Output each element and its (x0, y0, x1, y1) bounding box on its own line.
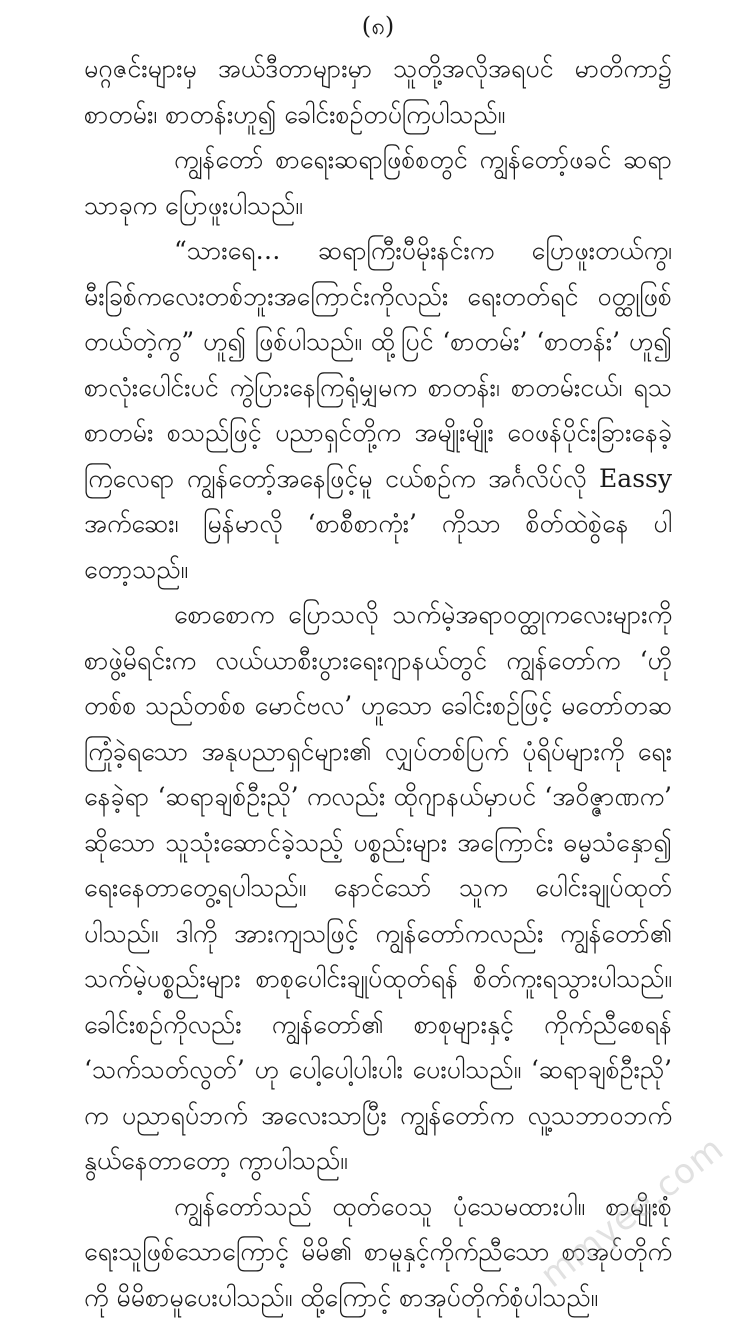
paragraph-2: ကျွန်တော် စာရေးဆရာဖြစ်စတွင် ကျွန်တော့်ဖခင် ဆရာသာခုက ပြောဖူးပါသည်။ (84, 137, 672, 228)
paragraph-3: “သားရေ… ဆရာကြီးပီမိုးနင်းက ပြောဖူးတယ်ကွ၊ မီးခြစ်ကလေးတစ်ဘူးအကြောင်းကိုလည်း ရေးတတ်ရင် ဝတ္ထုဖြစ်တယ်တဲ့ကွ” ဟူ၍ ဖြစ်ပါသည်။ ထို့ပြင် ‘စာတမ်း’ ‘စာတန်း’ ဟူ၍ စာလုံးပေါင်းပင် ကွဲပြားနေကြရုံမျှမက စာတန်း၊ စာတမ်းငယ်၊ ရသစာတမ်း စသည်ဖြင့် ပညာရှင်တို့က အမျိုးမျိုး ဝေဖန်ပိုင်းခြားနေခဲ့ကြလေရာ ကျွန်တော့်အနေဖြင့်မူ ငယ်စဉ်က အင်္ဂလိပ်လို Eassy အက်ဆေး၊ မြန်မာလို ‘စာစီစာကုံး’ ကိုသာ စိတ်ထဲစွဲနေ ပါတော့သည်။ (84, 228, 672, 592)
body-text (84, 46, 672, 1320)
watermark-text: mmyee.com (534, 1128, 732, 1295)
paragraph-4: စောစောက ပြောသလို သက်မဲ့အရာဝတ္ထုကလေးများကို စာဖွဲ့မိရင်းက လယ်ယာစီးပွားရေးဂျာနယ်တွင် ကျွန်တော်က ‘ဟိုတစ်စ သည်တစ်စ မောင်ဗလ’ ဟူသော ခေါင်းစဉ်ဖြင့် မတော်တဆကြုံခဲ့ရသော အနုပညာရှင်များ၏ လျှပ်တစ်ပြက် ပုံရိပ်များကို ရေးနေခဲ့ရာ ‘ဆရာချစ်ဦးညို’ ကလည်း ထိုဂျာနယ်မှာပင် ‘အဝိဇ္ဇာဏက’ ဆိုသော သူသုံးဆောင်ခဲ့သည့် ပစ္စည်းများ အကြောင်း ဓမ္မသံနှော၍ ရေးနေတာတွေ့ရပါသည်။ နောင်သော် သူက ပေါင်းချုပ်ထုတ်ပါသည်။ ဒါကို အားကျသဖြင့် ကျွန်တော်ကလည်း ကျွန်တော်၏ သက်မဲ့ပစ္စည်းများ စာစုပေါင်းချုပ်ထုတ်ရန် စိတ်ကူးရသွားပါသည်။ ခေါင်းစဉ်ကိုလည်း ကျွန်တော်၏ စာစုများနှင့် ကိုက်ညီစေရန် ‘သက်သတ်လွတ်’ ဟု ပေါ့ပေါ့ပါးပါး ပေးပါသည်။ ‘ဆရာချစ်ဦးညို’ က ပညာရပ်ဘက် အလေးသာပြီး ကျွန်တော်က လူ့သဘာဝဘက် နွယ်နေတာတော့ ကွာပါသည်။ (84, 592, 672, 1184)
paragraph-1: မဂ္ဂဇင်းများမှ အယ်ဒီတာများမှာ သူတို့အလိုအရပင် မာတိကာ၌ စာတမ်း၊ စာတန်းဟူ၍ ခေါင်းစဉ်တပ်ကြပါသည်။ (84, 46, 672, 137)
paragraph-5: ကျွန်တော်သည် ထုတ်ဝေသူ ပုံသေမထားပါ။ စာမျိုးစုံ ရေးသူဖြစ်သောကြောင့် မိမိ၏ စာမူနှင့်ကိုက်ညီသော စာအုပ်တိုက်ကို မိမိစာမူပေးပါသည်။ ထို့ကြောင့် စာအုပ်တိုက်စုံပါသည်။ (84, 1184, 672, 1320)
page-number: (၈) (84, 10, 672, 44)
